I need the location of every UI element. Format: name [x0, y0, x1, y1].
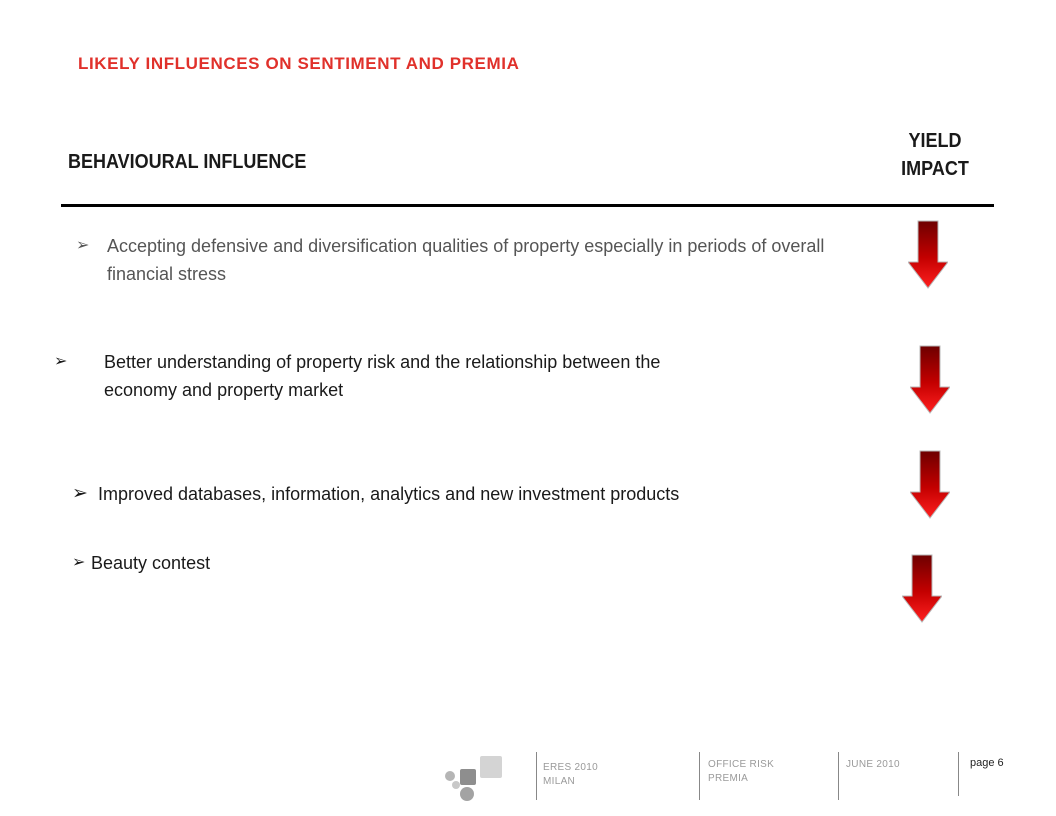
logo-icon — [442, 755, 504, 803]
yield-heading-line2: IMPACT — [901, 158, 969, 180]
footer-conference-line1: ERES 2010 — [543, 762, 598, 773]
bullet-text-line1: Better understanding of property risk and the relationship between the — [104, 352, 661, 372]
page-number: page 6 — [970, 757, 1004, 769]
down-arrow-icon — [908, 220, 948, 290]
bullet-arrow-icon: ➢ — [72, 483, 88, 504]
footer-divider — [699, 752, 700, 800]
footer-conference-line2: MILAN — [543, 776, 576, 787]
page-title: LIKELY INFLUENCES ON SENTIMENT AND PREMIA — [78, 54, 520, 73]
bullet-text: Beauty contest — [91, 553, 211, 573]
down-arrow-icon — [902, 554, 942, 624]
bullet-text-line2: economy and property market — [104, 380, 344, 400]
yield-impact-heading — [886, 127, 985, 183]
footer-divider — [958, 752, 959, 796]
down-arrow-icon — [910, 345, 950, 415]
footer-topic-line1: OFFICE RISK — [708, 759, 775, 770]
footer-topic — [708, 758, 774, 786]
bullet-arrow-icon: ➢ — [54, 353, 68, 370]
bullet-improved-databases — [72, 480, 832, 508]
header-divider — [61, 204, 994, 207]
yield-heading-line1: YIELD — [908, 130, 962, 152]
bullet-property-risk — [54, 348, 814, 404]
bullet-defensive-qualities — [76, 232, 836, 288]
bullet-text: Improved databases, information, analytics and new investment products — [98, 484, 680, 504]
footer-date: JUNE 2010 — [846, 759, 900, 770]
bullet-beauty-contest — [72, 549, 472, 577]
behavioural-influence-heading: BEHAVIOURAL INFLUENCE — [68, 151, 307, 173]
footer-conference — [543, 761, 598, 789]
down-arrow-icon — [910, 450, 950, 520]
bullet-arrow-icon: ➢ — [76, 237, 90, 254]
bullet-arrow-icon: ➢ — [72, 554, 86, 571]
footer-divider — [838, 752, 839, 800]
footer-topic-line2: PREMIA — [708, 773, 749, 784]
bullet-text: Accepting defensive and diversification qualities of property especially in periods of overall financial stress — [107, 236, 825, 284]
footer-divider — [536, 752, 537, 800]
